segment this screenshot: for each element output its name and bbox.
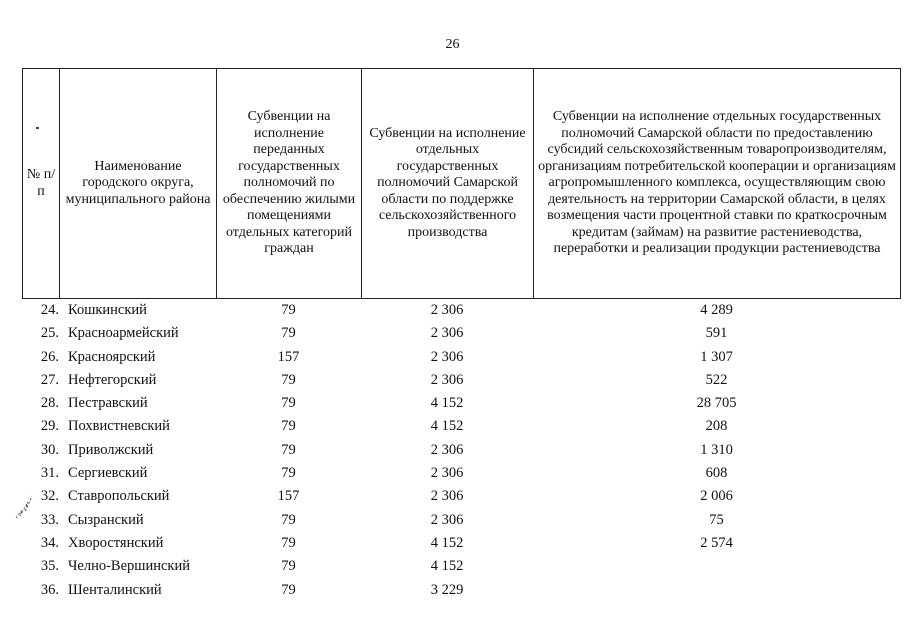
row-district-name: Похвистневский (68, 418, 170, 435)
scan-scribble (12, 488, 42, 528)
row-agriculture-value: 2 306 (430, 302, 464, 318)
row-housing-value: 157 (277, 348, 300, 365)
table-row (22, 532, 900, 555)
row-district-name: Кошкинский (68, 302, 147, 318)
row-agriculture-value: 2 306 (430, 371, 464, 388)
header-housing-subvention: Субвенции на исполнение переданных государственных полномочий по обеспечению жилыми помещениями отдельных категорий граждан (217, 69, 362, 299)
row-agriculture-value: 3 229 (430, 581, 464, 598)
row-number: 33. (40, 511, 59, 528)
row-interest-subsidy-value: 1 307 (700, 348, 733, 365)
row-interest-subsidy-value: 208 (705, 418, 728, 435)
row-housing-value: 79 (281, 534, 296, 551)
row-housing-value: 79 (281, 441, 296, 458)
row-agriculture-value: 2 306 (430, 441, 464, 458)
row-agriculture-value: 4 152 (430, 558, 464, 575)
row-housing-value: 79 (281, 371, 296, 388)
row-housing-value: 79 (281, 418, 296, 435)
row-number: 30. (40, 441, 59, 458)
row-agriculture-value: 2 306 (430, 348, 464, 365)
row-district-name: Шенталинский (68, 581, 162, 598)
header-agriculture-subvention: Субвенции на исполнение отдельных государственных полномочий Самарской области по поддержке сельскохозяйственного производства (362, 69, 534, 299)
table-row (22, 439, 900, 462)
row-district-name: Приволжский (68, 441, 154, 458)
table-row (22, 555, 900, 578)
row-agriculture-value: 2 306 (430, 325, 464, 342)
header-name: Наименование городского округа, муниципального района (60, 69, 217, 299)
row-district-name: Красноармейский (68, 325, 179, 342)
table-header (22, 68, 901, 299)
table-row (22, 299, 900, 322)
row-number: 34. (40, 534, 59, 551)
row-district-name: Пестравский (68, 395, 148, 412)
header-interest-subsidy: Субвенции на исполнение отдельных государственных полномочий Самарской области по предоставлению субсидий сельскохозяйственным товаропроизводителям, организациям потребительской кооперации и организациям агропромышленного комплекса, осуществляющим свою деятельность на территории Самарской области, в целях возмещения части процентной ставки по краткосрочным кредитам (займам) на развитие растениеводства, переработки и реализации продукции растениеводства (534, 69, 901, 299)
row-district-name: Сергиевский (68, 465, 148, 482)
row-number: 36. (40, 581, 59, 598)
row-interest-subsidy-value: 608 (705, 465, 728, 482)
row-housing-value: 79 (281, 511, 296, 528)
row-district-name: Красноярский (68, 348, 156, 365)
row-district-name: Ставропольский (68, 488, 170, 505)
row-interest-subsidy-value: 591 (705, 325, 728, 342)
row-agriculture-value: 4 152 (430, 395, 464, 412)
row-housing-value: 157 (277, 488, 300, 505)
table-row (22, 346, 900, 369)
row-agriculture-value: 2 306 (430, 511, 464, 528)
row-district-name: Челно-Вершинский (68, 558, 190, 575)
row-housing-value: 79 (281, 558, 296, 575)
table-row (22, 369, 900, 392)
row-number: 32. (40, 488, 59, 505)
table-row (22, 392, 900, 415)
row-number: 26. (40, 348, 59, 365)
table-row (22, 322, 900, 345)
row-number: 25. (40, 325, 59, 342)
table-row (22, 415, 900, 438)
table-row (22, 462, 900, 485)
row-number: 31. (40, 465, 59, 482)
row-housing-value: 79 (281, 325, 296, 342)
row-interest-subsidy-value: 2 006 (700, 488, 733, 505)
row-number: 24. (40, 302, 59, 318)
row-interest-subsidy-value: 75 (709, 511, 724, 528)
row-agriculture-value: 2 306 (430, 465, 464, 482)
table-row (22, 485, 900, 508)
table-body (22, 299, 900, 602)
row-housing-value: 79 (281, 465, 296, 482)
row-number: 35. (40, 558, 59, 575)
row-housing-value: 79 (281, 302, 296, 318)
row-housing-value: 79 (281, 395, 296, 412)
row-interest-subsidy-value: 28 705 (696, 395, 737, 412)
table-row (22, 509, 900, 532)
row-number: 29. (40, 418, 59, 435)
page-number: 26 (445, 37, 460, 52)
row-interest-subsidy-value: 2 574 (700, 534, 733, 551)
header-number: № п/п (23, 69, 60, 299)
row-agriculture-value: 4 152 (430, 418, 464, 435)
row-district-name: Хворостянский (68, 534, 164, 551)
row-interest-subsidy-value: 4 289 (700, 302, 733, 318)
table-row (22, 579, 900, 602)
row-district-name: Сызранский (68, 511, 144, 528)
row-interest-subsidy-value: 1 310 (700, 441, 733, 458)
row-interest-subsidy-value: 522 (705, 371, 728, 388)
row-housing-value: 79 (281, 581, 296, 598)
row-number: 28. (40, 395, 59, 412)
row-agriculture-value: 2 306 (430, 488, 464, 505)
row-number: 27. (40, 371, 59, 388)
row-agriculture-value: 4 152 (430, 534, 464, 551)
row-district-name: Нефтегорский (68, 371, 157, 388)
